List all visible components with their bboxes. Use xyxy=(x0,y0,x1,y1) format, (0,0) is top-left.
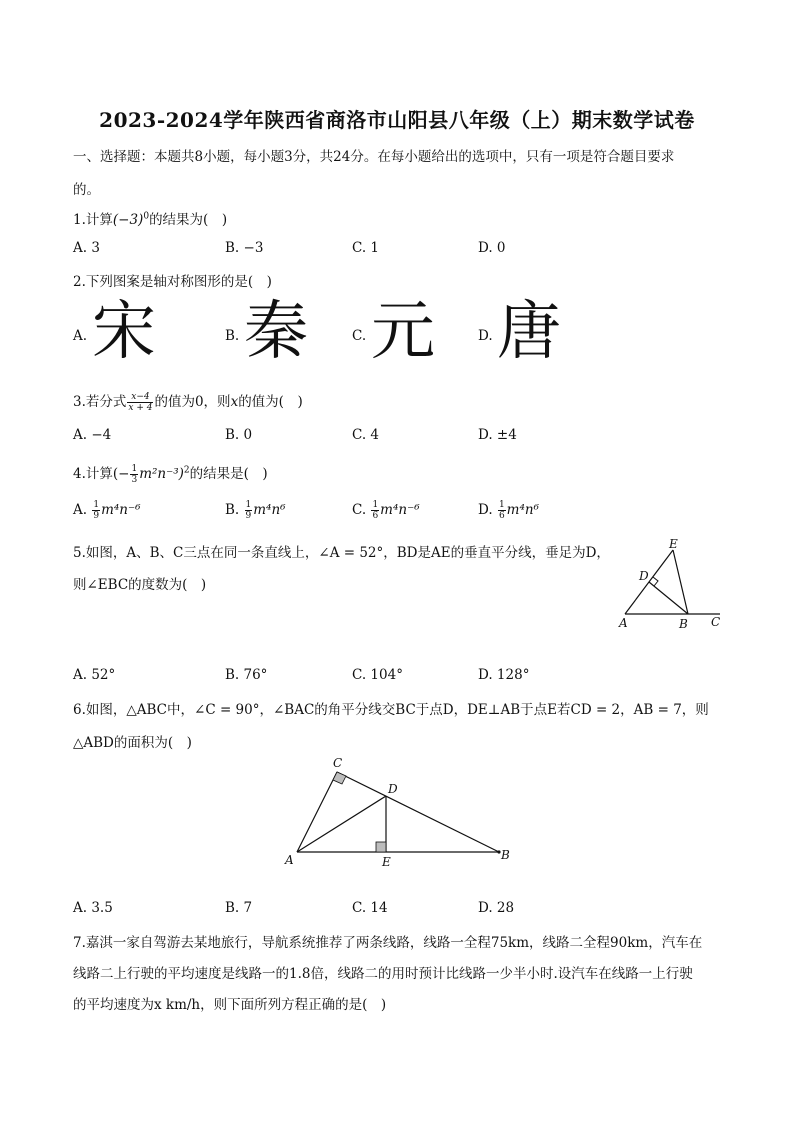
question-2-stem: 2.下列图案是轴对称图形的是( ) xyxy=(73,274,272,290)
section-instructions-line1: 一、选择题：本题共8小题，每小题3分，共24分。在每小题给出的选项中，只有一项是符合题目要求 xyxy=(73,149,675,165)
q4-option-a-expression: m⁴n⁻⁶ xyxy=(101,502,141,518)
q4-option-b xyxy=(225,500,286,521)
q6-label-b: B xyxy=(501,848,510,862)
q4-stem-suffix: 的结果是( ) xyxy=(189,466,268,482)
q5-option-b: B. 76° xyxy=(225,667,268,683)
q1-option-b: B. −3 xyxy=(225,240,264,256)
q2-option-a-label: A. xyxy=(73,328,88,344)
q1-exponent: 0 xyxy=(143,211,150,222)
q4-option-b-expression: m⁴n⁶ xyxy=(253,502,286,518)
q5-option-a: A. 52° xyxy=(73,667,116,683)
q4-fraction-denominator: 3 xyxy=(131,475,138,485)
q2-option-a-glyph: 宋 xyxy=(92,295,156,369)
question-4-stem xyxy=(73,462,268,485)
q6-option-d: D. 28 xyxy=(478,900,515,916)
q6-option-a: A. 3.5 xyxy=(73,900,113,916)
question-7-line2: 线路二上行驶的平均速度是线路一的1.8倍，线路二的用时预计比线路一少半小时.设汽车在线路一上行驶 xyxy=(73,966,693,982)
q4-expression: m²n⁻³) xyxy=(139,466,184,482)
q4-option-a-label: A. xyxy=(73,502,88,518)
question-6-line1: 6.如图，△ABC中，∠C = 90°，∠BAC的角平分线交BC于点D，DE⊥AB于点E若CD = 2，AB = 7，则 xyxy=(73,702,709,718)
question-3-stem xyxy=(73,390,303,413)
q1-stem-suffix: 的结果为( ) xyxy=(149,212,228,228)
q4-option-a-numerator: 1 xyxy=(93,500,100,510)
q3-fraction-denominator: x + 4 xyxy=(128,403,153,413)
q3-variable: x xyxy=(230,394,239,410)
q5-label-d: D xyxy=(639,569,649,583)
section-instructions-line2: 的。 xyxy=(73,182,100,198)
q3-stem-prefix: 3.若分式 xyxy=(73,394,127,410)
q2-option-b-glyph: 秦 xyxy=(244,295,308,369)
q3-stem-middle: 的值为0，则 xyxy=(154,394,231,410)
q2-option-d-glyph: 唐 xyxy=(497,295,561,369)
q4-fraction xyxy=(130,464,138,485)
q4-option-a-denominator: 9 xyxy=(93,511,100,521)
q4-option-b-fraction xyxy=(245,500,253,521)
q4-option-d-expression: m⁴n⁶ xyxy=(506,502,539,518)
question-5-line2: 则∠EBC的度数为( ) xyxy=(73,577,207,593)
question-7-line3: 的平均速度为x km/h，则下面所列方程正确的是( ) xyxy=(73,997,387,1013)
question-5-line1: 5.如图，A、B、C三点在同一条直线上，∠A = 52°，BD是AE的垂直平分线，垂足为D， xyxy=(73,545,610,561)
q2-option-d-label: D. xyxy=(478,328,493,344)
question-1-stem xyxy=(73,208,227,228)
q6-label-e: E xyxy=(382,855,391,869)
q5-label-e: E xyxy=(669,537,678,551)
q5-option-c: C. 104° xyxy=(352,667,403,683)
q6-right-angle-c xyxy=(333,772,346,784)
q1-option-a: A. 3 xyxy=(73,240,100,256)
q4-option-a-fraction xyxy=(92,500,100,521)
q6-right-angle-e xyxy=(376,842,386,852)
q3-option-c: C. 4 xyxy=(352,427,380,443)
q4-option-d-denominator: 6 xyxy=(498,511,505,521)
question-7-line1: 7.嘉淇一家自驾游去某地旅行，导航系统推荐了两条线路，线路一全程75km，线路二全程90km，汽车在 xyxy=(73,935,703,951)
q4-option-c-label: C. xyxy=(352,502,367,518)
q4-option-c-expression: m⁴n⁻⁶ xyxy=(380,502,420,518)
q5-segment-eb xyxy=(673,550,688,614)
q5-figure xyxy=(615,536,730,631)
q4-option-c xyxy=(352,500,420,521)
q4-option-c-denominator: 6 xyxy=(372,511,379,521)
q4-option-a xyxy=(73,500,141,521)
q3-fraction-numerator: x−4 xyxy=(127,392,153,403)
q5-right-angle-mark xyxy=(653,577,658,586)
q4-option-b-label: B. xyxy=(225,502,240,518)
q4-option-d-label: D. xyxy=(478,502,493,518)
q4-option-b-numerator: 1 xyxy=(245,500,252,510)
q5-label-c: C xyxy=(711,615,721,629)
q4-option-d xyxy=(478,500,539,521)
q5-option-d: D. 128° xyxy=(478,667,530,683)
q3-stem-suffix: 的值为( ) xyxy=(238,394,303,410)
q3-fraction xyxy=(127,392,153,413)
q2-option-c-label: C. xyxy=(352,328,367,344)
q3-option-b: B. 0 xyxy=(225,427,253,443)
q4-option-c-fraction xyxy=(371,500,379,521)
q4-option-d-fraction xyxy=(498,500,506,521)
q6-option-b: B. 7 xyxy=(225,900,253,916)
q1-expression: (−3) xyxy=(112,212,144,228)
q1-option-c: C. 1 xyxy=(352,240,380,256)
q4-stem-prefix: 4.计算(− xyxy=(73,466,130,482)
q4-option-d-numerator: 1 xyxy=(498,500,505,510)
q4-option-c-numerator: 1 xyxy=(372,500,379,510)
q2-option-c-glyph: 元 xyxy=(371,295,435,369)
q5-label-b: B xyxy=(679,617,688,631)
q5-label-a: A xyxy=(619,616,628,630)
q3-option-d: D. ±4 xyxy=(478,427,517,443)
q6-label-a: A xyxy=(285,853,294,867)
q6-option-c: C. 14 xyxy=(352,900,388,916)
q6-label-c: C xyxy=(333,756,343,770)
q1-stem-prefix: 1.计算 xyxy=(73,212,113,228)
q4-fraction-numerator: 1 xyxy=(131,464,138,474)
q6-label-d: D xyxy=(388,782,398,796)
q6-figure xyxy=(280,752,520,870)
q3-option-a: A. −4 xyxy=(73,427,112,443)
q2-option-b-label: B. xyxy=(225,328,240,344)
q1-option-d: D. 0 xyxy=(478,240,506,256)
question-6-line2: △ABD的面积为( ) xyxy=(73,735,192,751)
q4-exponent: 2 xyxy=(183,465,190,476)
q4-option-b-denominator: 9 xyxy=(245,511,252,521)
exam-title: 2023-2024学年陕西省商洛市山阳县八年级（上）期末数学试卷 xyxy=(99,108,695,132)
